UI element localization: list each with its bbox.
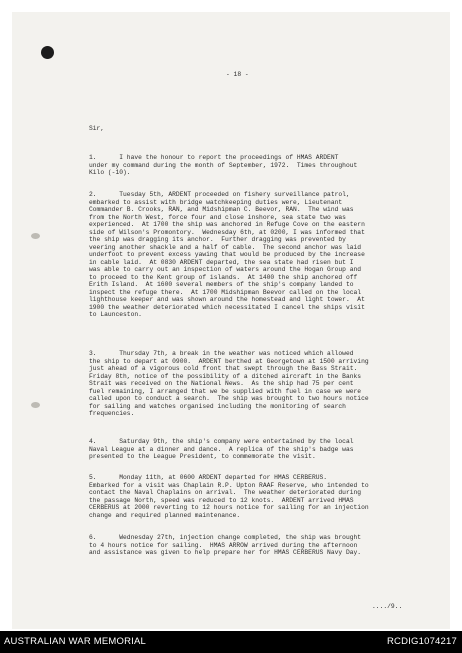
salutation: Sir, [89,125,105,132]
page-number: - 18 - [226,71,249,78]
paper-mark [31,233,40,239]
continuation-marker: ..../9.. [372,603,403,610]
footer-source-label: AUSTRALIAN WAR MEMORIAL [4,636,147,647]
paragraph-1: 1. I have the honour to report the proceedings of HMAS ARDENT under my command during the month of September, 1972. Times throughout Kilo (-10). [89,154,358,176]
footer-bar [0,631,462,653]
paragraph-5: 5. Monday 11th, at 0600 ARDENT departed for HMAS CERBERUS. Embarked for a visit was Chaplain R.P. Upton RAAF Reserve, who intended to contact the Naval Chaplains on arrival. The weather deteriorated during the passage North, speed was reduced to 12 knots. ARDENT arrived HMAS CERBERUS at 2000 reverting to 12 hours notice for sailing for an injection change and required planned maintenance. [89,474,369,519]
paragraph-2: 2. Tuesday 5th, ARDENT proceeded on fishery surveillance patrol, embarked to assist with bridge watchkeeping duties were, Lieutenant Commander B. Crooks, RAN, and Midshipman C. Beevor, RAN. The wind was from the North West, force four and close inshore, sea state two was experienced. At 1700 the ship was anchored in Refuge Cove on the eastern side of Wilson's Promontory. Wednesday 6th, at 0200, I was informed that the ship was dragging its anchor. Further dragging was prevented by veering another shackle and a half of cable. The second anchor was laid underfoot to prevent excess yawing that would be produced by the increase in cable laid. At 0830 ARDENT departed, the sea state had risen but I was able to carry out an inspection of waters around the Hogan Group and to proceed to the Kent group of islands. At 1400 the ship anchored off Erith Island. At 1600 several members of the ship's company landed to inspect the refuge there. At 1700 Midshipman Beevor called on the local lighthouse keeper and was shown around the homestead and light tower. At 1900 the weather deteriorated which necessitated I cancel the ships visit to Launceston. [89,191,365,318]
paragraph-6: 6. Wednesday 27th, injection change completed, the ship was brought to 4 hours notice for sailing. HMAS ARROW arrived during the afternoon and assistance was given to help prepare her for HMAS CERBERUS Navy Day. [89,534,362,556]
paper-mark [31,402,40,408]
paragraph-3: 3. Thursday 7th, a break in the weather was noticed which allowed the ship to depart at 0900. ARDENT berthed at Georgetown at 1500 arriving just ahead of a vigorous cold front that swept through the Bass Strait. Friday 8th, notice of the possibility of a ditched aircraft in the Banks Strait was received on the National News. As the ship had 75 per cent fuel remaining, I arranged that we be supplied with fuel in case we were called upon to conduct a search. The ship was brought to two hours notice for sailing and watches organised including the monitoring of search frequencies. [89,350,369,417]
document-page [12,12,450,629]
footer-record-id: RCDIG1074217 [387,636,457,647]
punch-hole [41,46,54,59]
paragraph-4: 4. Saturday 9th, the ship's company were entertained by the local Naval League at a dinner and dance. A replica of the ship's badge was presented to the League President, to commemorate the visit. [89,438,354,460]
